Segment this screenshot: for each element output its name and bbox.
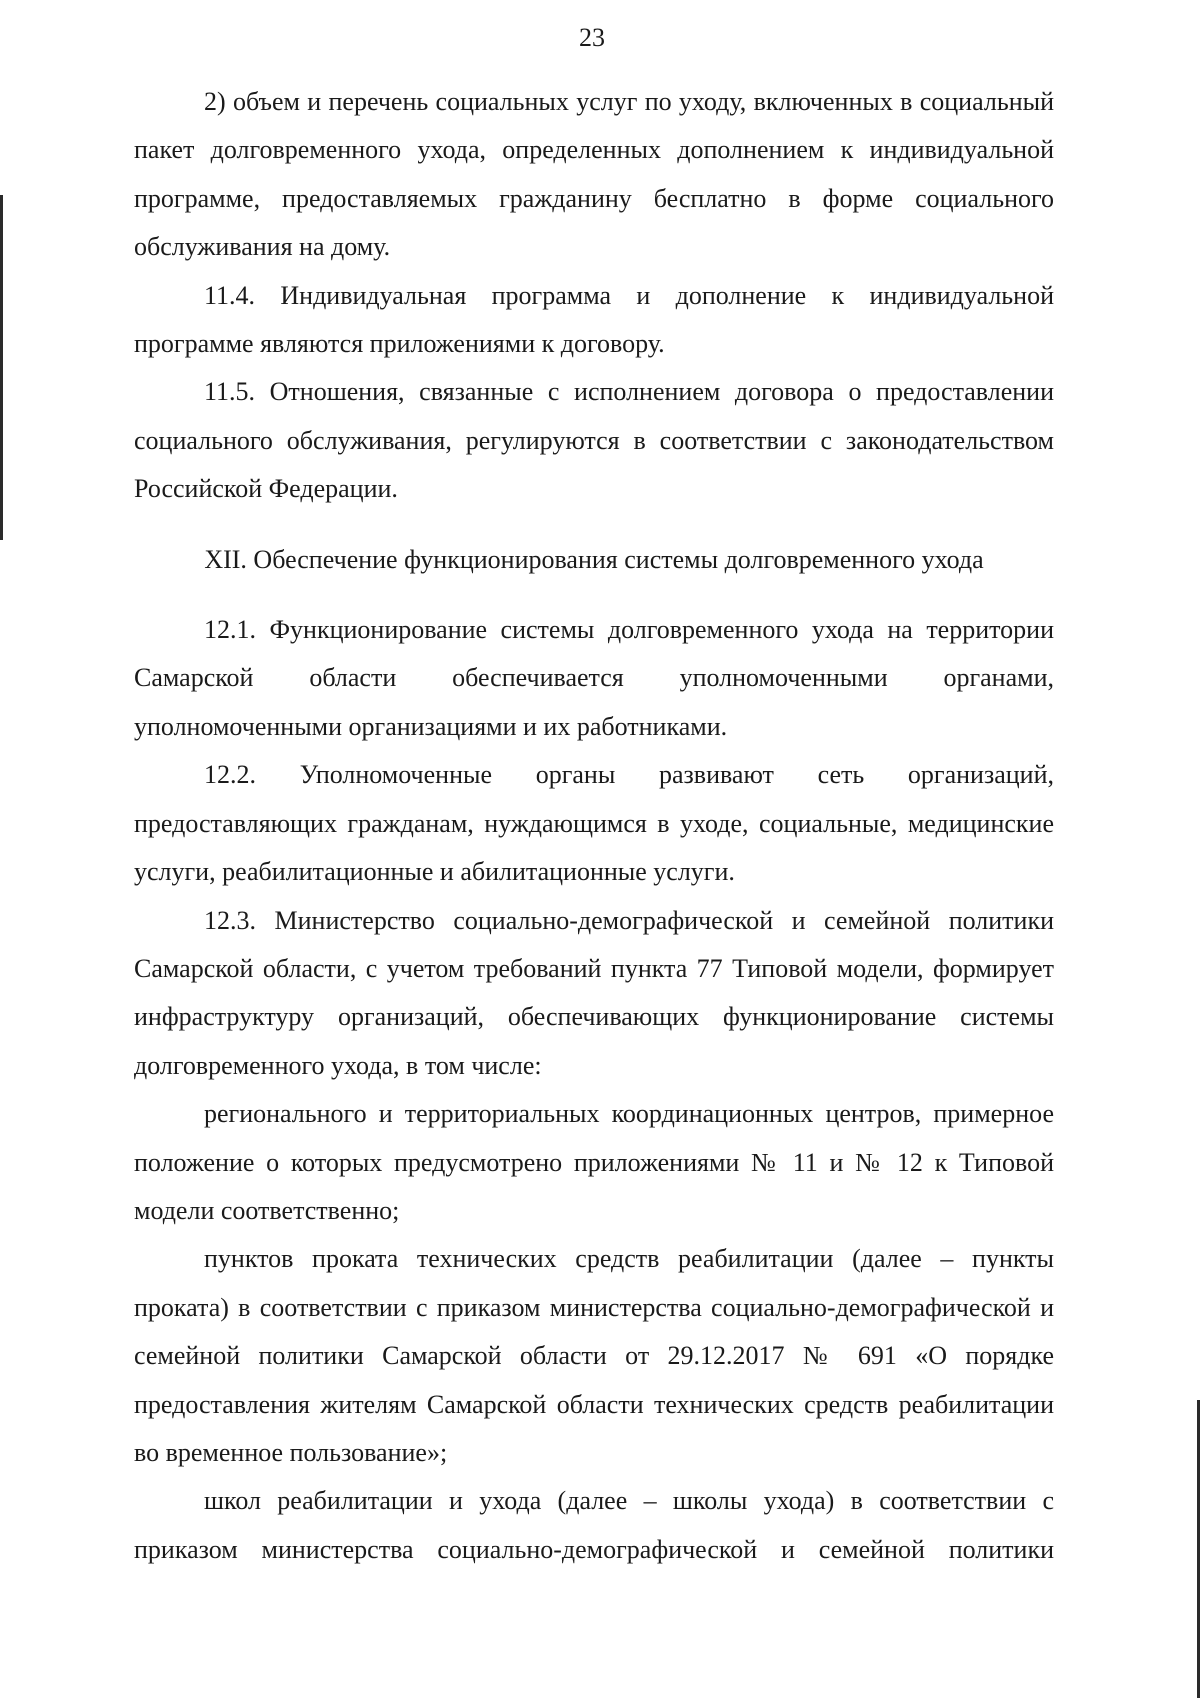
scan-edge-left [0, 195, 3, 540]
paragraph-12-3: 12.3. Министерство социально-демографической и семейной политики Самарской области, с учетом требований пункта 77 Типовой модели, формирует инфраструктуру организаций, обеспечивающих функционирование системы долговременного ухода, в том числе: [134, 905, 1054, 1080]
paragraph-11-4: 11.4. Индивидуальная программа и дополнение к индивидуальной программе являются приложениями к договору. [134, 280, 1054, 359]
paragraph-rental-points: пунктов проката технических средств реабилитации (далее – пункты проката) в соответствии с приказом министерства социально-демографической и семейной политики Самарской области от 29.12.2017 № 691 «О порядке предоставления жителям Самарской области технических средств реабилитации во временное пользование»; [134, 1244, 1054, 1467]
paragraph-care-schools: школ реабилитации и ухода (далее – школы ухода) в соответствии с приказом министерства социально-демографической и семейной политики [134, 1486, 1054, 1564]
page-number: 23 [579, 23, 605, 52]
document-body [134, 78, 1054, 1574]
section-heading: XII. Обеспечение функционирования системы долговременного ухода [204, 544, 984, 574]
paragraph-item-2: 2) объем и перечень социальных услуг по уходу, включенных в социальный пакет долговременного ухода, определенных дополнением к индивидуальной программе, предоставляемых гражданину бесплатно в форме социального обслуживания на дому. [134, 87, 1054, 262]
paragraph-12-2: 12.2. Уполномоченные органы развивают сеть организаций, предоставляющих гражданам, нуждающимся в уходе, социальные, медицинские услуги, реабилитационные и абилитационные услуги. [134, 760, 1054, 887]
paragraph-coordination-centers: регионального и территориальных координационных центров, примерное положение о которых предусмотрено приложениями № 11 и № 12 к Типовой модели соответственно; [134, 1099, 1054, 1225]
paragraph-11-5: 11.5. Отношения, связанные с исполнением договора о предоставлении социального обслуживания, регулируются в соответствии с законодательством Российской Федерации. [134, 377, 1054, 504]
paragraph-12-1: 12.1. Функционирование системы долговременного ухода на территории Самарской области обеспечивается уполномоченными органами, уполномоченными организациями и их работниками. [134, 615, 1054, 741]
